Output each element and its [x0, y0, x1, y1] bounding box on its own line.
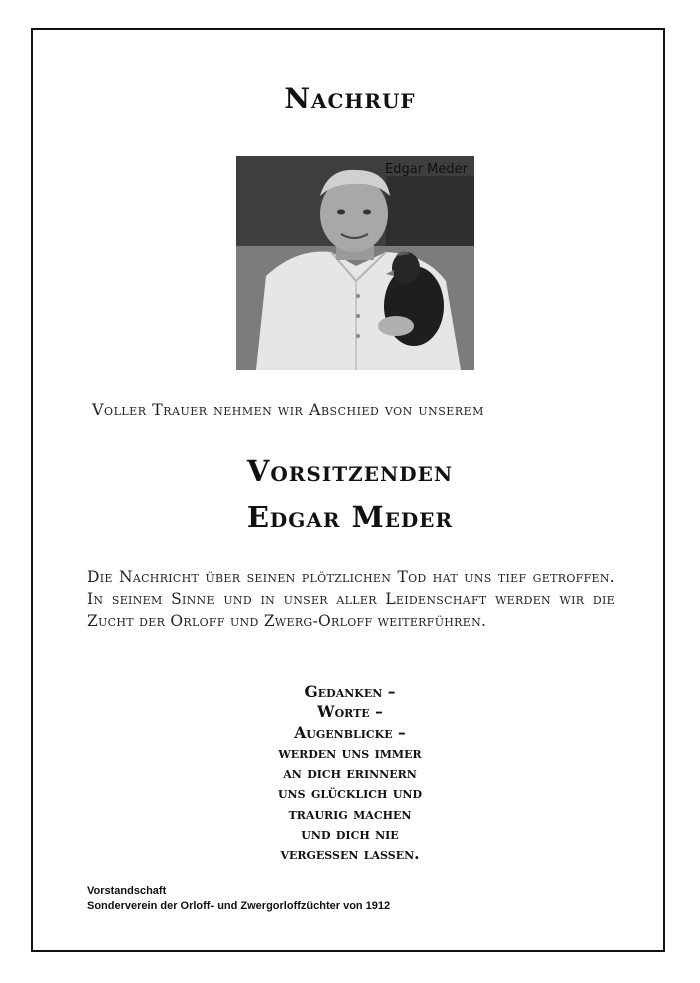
- poem-line: Gedanken –: [304, 682, 396, 701]
- intro-text: Voller Trauer nehmen wir Abschied von unserem: [92, 400, 484, 419]
- signature-board: Vorstandschaft: [87, 885, 167, 897]
- portrait-illustration: [236, 156, 474, 370]
- photo-caption: Edgar Meder: [385, 162, 468, 177]
- obituary-message: Die Nachricht über seinen plötzlichen Tod hat uns tief getroffen. In seinem Sinne und in unser aller Leidenschaft werden wir die Zucht der Orloff und Zwerg-Orloff weiterführen.: [87, 568, 615, 630]
- portrait-photo: [236, 156, 474, 370]
- signature-club: Sonderverein der Orloff- und Zwergorloffzüchter von 1912: [87, 900, 391, 912]
- poem-line: Augenblicke –: [294, 722, 406, 742]
- memorial-poem: [0, 682, 700, 865]
- poem-line: werden uns immer: [278, 742, 422, 762]
- poem-line: vergessen lassen.: [280, 844, 420, 864]
- deceased-title: Vorsitzenden: [246, 454, 454, 488]
- poem-line: an dich erinnern: [283, 763, 417, 783]
- poem-line: Worte –: [317, 702, 383, 722]
- page-title: Nachruf: [284, 82, 416, 115]
- deceased-name: Edgar Meder: [246, 500, 454, 534]
- poem-line: uns glücklich und: [277, 783, 423, 803]
- poem-line: und dich nie: [301, 824, 399, 844]
- poem-line: traurig machen: [288, 803, 412, 823]
- signature-block: [87, 884, 390, 914]
